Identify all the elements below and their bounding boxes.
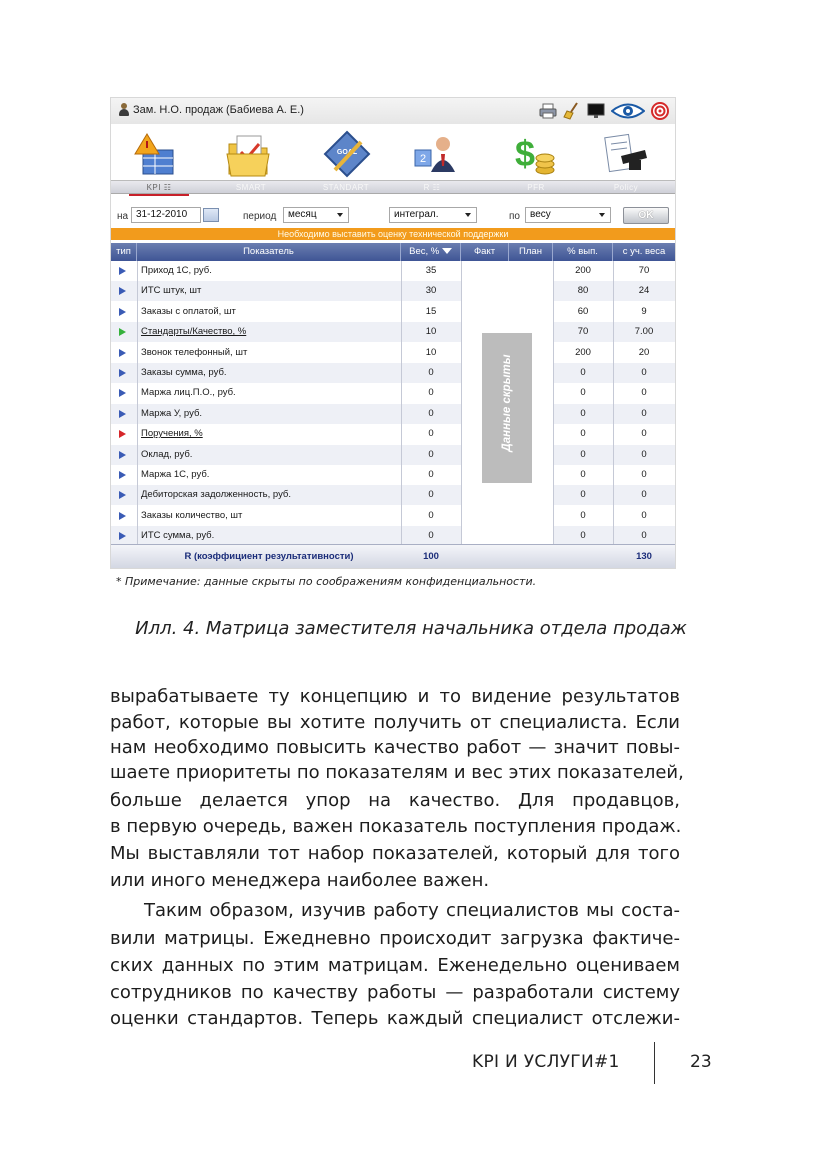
chevron-down-icon — [599, 213, 605, 217]
row-type-marker-icon — [119, 349, 126, 357]
mode-select-value: интеграл. — [394, 209, 439, 220]
row-type-marker-icon — [119, 389, 126, 397]
figure-note: * Примечание: данные скрыты по соображениям конфиденциальности. — [116, 575, 537, 588]
monitor-icon[interactable] — [587, 102, 605, 120]
cell-pct: 0 — [580, 428, 586, 440]
row-type-marker-icon — [119, 451, 126, 459]
header-type[interactable]: тип — [111, 243, 137, 261]
printer-icon[interactable] — [539, 102, 557, 120]
table-row[interactable] — [111, 506, 675, 526]
hidden-data-text: Данные скрыты — [501, 354, 513, 452]
total-label: R (коэффициент результативности) — [184, 551, 354, 562]
table-row[interactable] — [111, 322, 675, 342]
cell-weighted: 0 — [641, 428, 647, 440]
column-divider — [553, 261, 554, 547]
cell-weight: 10 — [425, 346, 437, 358]
cell-weighted: 0 — [641, 530, 647, 542]
tab-pfr[interactable]: PFR — [527, 183, 545, 192]
cell-weight: 10 — [425, 326, 437, 338]
mode-select[interactable] — [389, 207, 477, 223]
header-fact[interactable]: Факт — [461, 243, 509, 261]
svg-text:2: 2 — [419, 153, 427, 165]
cell-weight: 0 — [428, 407, 434, 419]
user-icon — [119, 103, 129, 117]
table-row[interactable] — [111, 363, 675, 383]
target-icon[interactable] — [651, 102, 669, 120]
chevron-down-icon — [337, 213, 343, 217]
cell-pct: 0 — [580, 530, 586, 542]
titlebar-icons — [539, 101, 669, 121]
header-weighted[interactable]: с уч. веса — [622, 246, 666, 257]
money-tool-icon[interactable] — [509, 130, 561, 180]
module-tabs — [111, 180, 675, 194]
column-divider — [137, 261, 138, 547]
total-weighted: 130 — [636, 551, 652, 562]
running-footer-title: KPI И УСЛУГИ#1 — [472, 1052, 620, 1072]
cell-weighted: 0 — [641, 367, 647, 378]
cell-weighted: 0 — [641, 387, 647, 399]
indicator-name: Дебиторская задолженность, руб. — [141, 489, 292, 501]
indicator-name: Заказы сумма, руб. — [141, 367, 227, 378]
row-type-marker-icon — [119, 512, 126, 520]
row-type-marker-icon — [119, 328, 126, 336]
indicator-name[interactable]: Стандарты/Качество, % — [141, 326, 247, 338]
cell-pct: 0 — [580, 407, 586, 419]
table-row[interactable] — [111, 302, 675, 322]
paragraph-line: сотрудников по качеству работы — разработали систему — [110, 982, 680, 1003]
goal-tool-icon[interactable] — [321, 130, 373, 180]
cell-weight: 0 — [428, 509, 434, 521]
indicator-name: Заказы количество, шт — [141, 509, 243, 521]
total-weight: 100 — [423, 551, 439, 562]
table-row[interactable] — [111, 383, 675, 403]
header-plan[interactable]: План — [509, 243, 553, 261]
active-tab-indicator — [129, 194, 189, 196]
table-row[interactable] — [111, 404, 675, 424]
paragraph-line: ских данных по этим матрицам. Еженедельно оцениваем — [110, 955, 680, 976]
paragraph-line: или иного менеджера наиболее важен. — [110, 870, 490, 891]
footer-divider — [654, 1042, 655, 1084]
cell-pct: 0 — [580, 448, 586, 460]
indicator-name: Звонок телефонный, шт — [141, 346, 248, 358]
cell-weighted: 0 — [641, 469, 647, 480]
cell-pct: 0 — [580, 387, 586, 399]
sort-desc-icon — [442, 248, 452, 254]
broom-icon[interactable] — [563, 102, 581, 120]
table-row[interactable] — [111, 261, 675, 281]
cell-weight: 0 — [428, 387, 434, 399]
tab-kpi[interactable]: KPI ☷ — [146, 183, 172, 192]
cell-pct: 0 — [580, 489, 586, 501]
cell-pct: 80 — [577, 285, 589, 297]
table-row[interactable] — [111, 445, 675, 465]
smart-tool-icon[interactable] — [223, 130, 275, 180]
header-pct[interactable]: % вып. — [553, 243, 613, 261]
cell-pct: 200 — [575, 346, 591, 358]
row-type-marker-icon — [119, 491, 126, 499]
tab-smart[interactable]: SMART — [235, 183, 267, 192]
by-select[interactable] — [525, 207, 611, 223]
indicator-name: ИТС штук, шт — [141, 285, 202, 297]
cell-weight: 0 — [428, 448, 434, 460]
calendar-icon[interactable] — [203, 208, 219, 222]
column-divider — [401, 261, 402, 547]
row-type-marker-icon — [119, 369, 126, 377]
row-type-marker-icon — [119, 430, 126, 438]
paragraph-line: оценки стандартов. Теперь каждый специалист отслежи- — [110, 1008, 680, 1029]
indicator-name: Оклад, руб. — [141, 448, 193, 460]
ok-button[interactable]: OK — [623, 207, 669, 224]
cell-weighted: 7.00 — [634, 326, 654, 338]
cell-weight: 15 — [425, 305, 437, 317]
indicator-name: Маржа лиц.П.О., руб. — [141, 387, 236, 399]
cell-weight: 35 — [425, 265, 437, 276]
column-divider — [613, 261, 614, 547]
paragraph-line: в первую очередь, важен показатель поступления продаж. — [110, 816, 682, 837]
cell-pct: 200 — [575, 265, 591, 276]
eye-icon[interactable] — [611, 102, 645, 120]
tab-standart[interactable]: STANDART — [322, 183, 370, 192]
indicator-name: Маржа У, руб. — [141, 407, 203, 419]
paragraph-line: Мы выставляли тот набор показателей, который для того — [110, 843, 680, 864]
cell-pct: 0 — [580, 509, 586, 521]
row-type-marker-icon — [119, 410, 126, 418]
filter-bar — [111, 204, 675, 226]
indicator-name: Маржа 1С, руб. — [141, 469, 210, 480]
indicator-name: ИТС сумма, руб. — [141, 530, 215, 542]
cell-pct: 60 — [577, 305, 589, 317]
svg-text:GOAL: GOAL — [336, 149, 358, 156]
column-divider — [461, 261, 462, 547]
period-label: период — [243, 211, 277, 222]
table-row[interactable] — [111, 281, 675, 301]
cell-weighted: 70 — [638, 265, 650, 276]
header-weight-label: Вес, % — [409, 246, 440, 257]
alert-banner[interactable]: Необходимо выставить оценку технической поддержки — [111, 228, 675, 240]
table-header — [111, 243, 675, 261]
cell-weight: 0 — [428, 367, 434, 378]
row-type-marker-icon — [119, 267, 126, 275]
tab-policy[interactable]: Policy — [613, 183, 639, 192]
cell-weight: 0 — [428, 469, 434, 480]
kpi-matrix-screenshot — [110, 97, 676, 569]
cell-pct: 70 — [577, 326, 589, 338]
cell-pct: 0 — [580, 469, 586, 480]
cell-weight: 30 — [425, 285, 437, 297]
tab-r[interactable]: R ☷ — [423, 183, 441, 192]
cell-weighted: 0 — [641, 407, 647, 419]
paragraph-line: больше делается упор на качество. Для продавцов, — [110, 790, 680, 811]
date-field[interactable]: 31-12-2010 — [131, 207, 201, 223]
kpi-tool-icon[interactable] — [133, 130, 185, 180]
figure-caption: Илл. 4. Матрица заместителя начальника отдела продаж — [135, 618, 687, 639]
table-row[interactable] — [111, 465, 675, 485]
row-type-marker-icon — [119, 287, 126, 295]
cell-weighted: 0 — [641, 489, 647, 501]
chevron-down-icon — [465, 213, 471, 217]
paragraph-line: нам необходимо повысить качество работ — значит повы- — [110, 737, 680, 758]
by-label: по — [509, 211, 520, 222]
indicator-name[interactable]: Поручения, % — [141, 428, 203, 440]
paragraph-line: работ, которые вы хотите получить от специалиста. Если — [110, 712, 680, 733]
cell-weight: 0 — [428, 428, 434, 440]
header-weight[interactable] — [401, 243, 461, 261]
row-type-marker-icon — [119, 532, 126, 540]
cell-weighted: 24 — [638, 285, 650, 297]
indicator-name: Приход 1С, руб. — [141, 265, 212, 276]
cell-pct: 0 — [580, 367, 586, 378]
table-row[interactable] — [111, 424, 675, 444]
by-select-value: весу — [530, 209, 551, 220]
app-titlebar — [111, 98, 675, 124]
table-row[interactable] — [111, 343, 675, 363]
cell-weighted: 20 — [638, 346, 650, 358]
people-tool-icon[interactable] — [411, 130, 463, 180]
period-select-value: месяц — [288, 209, 317, 220]
indicator-name: Заказы с оплатой, шт — [141, 305, 236, 317]
date-label: на — [117, 211, 129, 222]
row-type-marker-icon — [119, 471, 126, 479]
paragraph-line: шаете приоритеты по показателям и вес этих показателей, — [110, 762, 684, 783]
hidden-data-label — [482, 333, 532, 483]
cell-weight: 0 — [428, 489, 434, 501]
total-row — [111, 544, 675, 568]
paragraph-line: Таким образом, изучив работу специалистов мы соста- — [144, 900, 680, 921]
cell-weighted: 0 — [641, 448, 647, 460]
period-select[interactable] — [283, 207, 349, 223]
cell-weighted: 9 — [641, 305, 647, 317]
svg-text:$: $ — [514, 133, 536, 174]
app-title: Зам. Н.О. продаж (Бабиева А. Е.) — [133, 104, 304, 116]
paragraph-line: вырабатываете ту концепцию и то видение результатов — [110, 686, 680, 707]
table-row[interactable] — [111, 485, 675, 505]
header-indicator[interactable]: Показатель — [137, 243, 401, 261]
page-number: 23 — [690, 1052, 712, 1072]
policy-tool-icon[interactable] — [599, 130, 651, 180]
cell-weighted: 0 — [641, 509, 647, 521]
paragraph-line: вили матрицы. Ежедневно происходит загрузка фактиче- — [110, 928, 680, 949]
cell-weight: 0 — [428, 530, 434, 542]
row-type-marker-icon — [119, 308, 126, 316]
